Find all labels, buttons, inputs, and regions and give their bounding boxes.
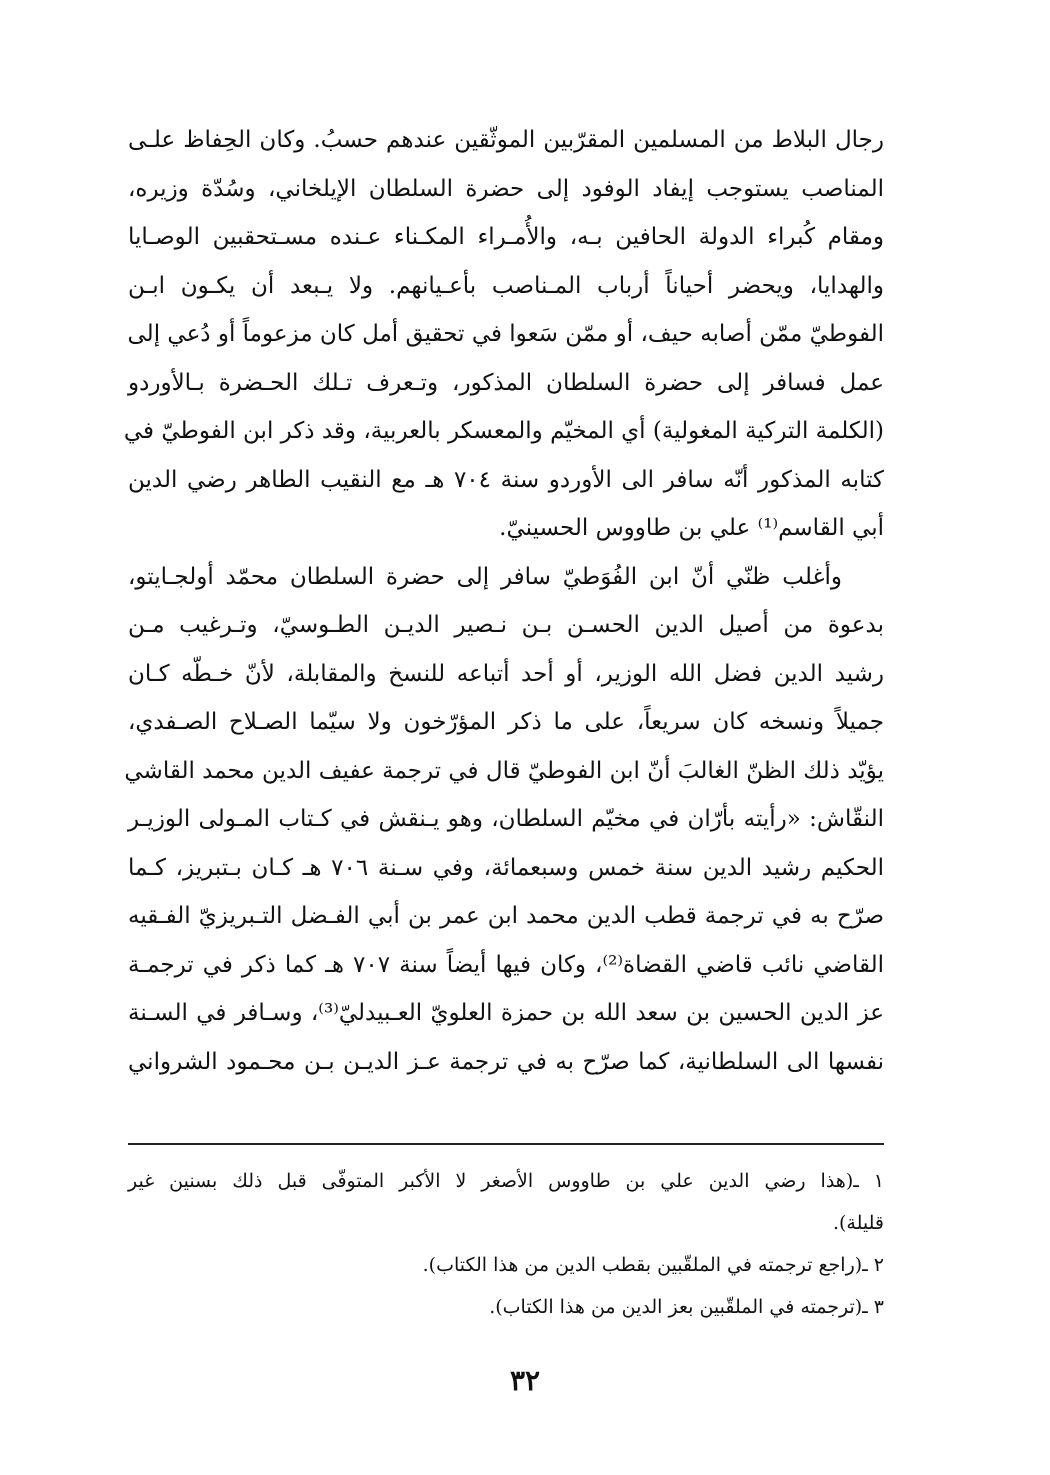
page-number: ٣٢ [509, 1364, 541, 1397]
text-line: رشيد الدين فضل الله الوزير، أو أحد أتباعه للنسخ والمقابلة، لأنّ خـطّه كـان [128, 660, 884, 687]
text-line: أبي القاسم⁽¹⁾ علي بن طاووس الحسينيّ. [499, 515, 884, 541]
main-text [123, 116, 885, 1086]
footnote-line: قليلة). [832, 1212, 884, 1234]
text-line: الفوطيّ ممّن أصابه حيف، أو ممّن سَعوا في تحقيق أمل كان مزعوماً أو دُعي إلى [127, 321, 884, 347]
text-line: نفسها الى السلطانية، كما صرّح به في ترجمة عـز الديـن بـن محـمود الشرواني [128, 1048, 884, 1075]
text-line: والهدايا، ويحضر أحياناً أرباب المـناصب بأعـيانهم. ولا يـبعد أن يكـون ابـن [128, 272, 884, 299]
text-line: القاضي نائب قاضي القضاة⁽²⁾، وكان فيها أيضاً سنة ٧٠٧ هـ كما ذكر في ترجمـة [128, 951, 885, 978]
footnote-separator [128, 1143, 884, 1145]
text-line: يؤيّد ذلك الظنّ الغالبَ أنّ ابن الفوطيّ قال في ترجمة عفيف الدين محمد القاشي [124, 757, 884, 784]
footnotes [128, 1160, 884, 1328]
text-line: (الكلمة التركية المغولية) أي المخيّم والمعسكر بالعربية، وقد ذكر ابن الفوطيّ في [123, 418, 884, 444]
text-line: بدعوة من أصيل الدين الحسـن بـن نـصير الديـن الطـوسيّ، وتـرغيب مـن [128, 612, 884, 638]
footnote-line: ٢ ـ(راجع ترجمته في الملقّبين بقطب الدين من هذا الكتاب). [422, 1254, 884, 1276]
text-line: عمل فسافر إلى حضرة السلطان المذكور، وتـعرف تـلك الحـضرة بـالأوردو [128, 369, 884, 396]
text-line: كتابه المذكور أنّه سافر الى الأوردو سنة ٧٠٤ هـ مع النقيب الطاهر رضي الدين [128, 466, 884, 493]
text-line: رجال البلاط من المسلمين المقرّبين الموثّقين عندهم حسبُ. وكان الحِفاظ علـى [128, 127, 884, 153]
text-line: عز الدين الحسين بن سعد الله بن حمزة العلويّ العـبيدليّ⁽³⁾، وسـافر في السـنة [128, 1000, 884, 1026]
text-line: الحكيم رشيد الدين سنة خمس وسبعمائة، وفي سـنة ٧٠٦ هـ كـان بـتبريز، كـما [128, 854, 884, 881]
text-line: وأغلب ظنّي أنّ ابن الفُوَطيّ سافر إلى حضرة السلطان محمّد أولجـايتو، [128, 563, 842, 590]
text-line: صرّح به في ترجمة قطب الدين محمد ابن عمر بن أبي الفـضل التـبريزيّ الفـقيه [128, 903, 884, 929]
text-line: المناصب يستوجب إيفاد الوفود إلى حضرة السلطان الإيلخاني، وسُدّة وزيره، [128, 175, 884, 202]
footnote-line: ٣ ـ(ترجمته في الملقّبين بعز الدين من هذا الكتاب). [489, 1296, 884, 1318]
footnote-line: ١ ـ(هذا رضي الدين علي بن طاووس الأصغر لا الأكبر المتوفّى قبل ذلك بسنين غير [128, 1170, 884, 1192]
text-line: ومقام كُبراء الدولة الحافين بـه، والأُمـراء المكـناء عـنده مسـتحقبين الوصـايا [128, 224, 884, 250]
text-line: النقّاش: «رأيته بأرّان في مخيّم السلطان، وهو يـنقش في كـتاب المـولى الوزيـر [128, 806, 884, 832]
text-line: جميلاً ونسخه كان سريعاً، على ما ذكر المؤرّخون ولا سيّما الصـلاح الصـفدي، [128, 709, 884, 735]
